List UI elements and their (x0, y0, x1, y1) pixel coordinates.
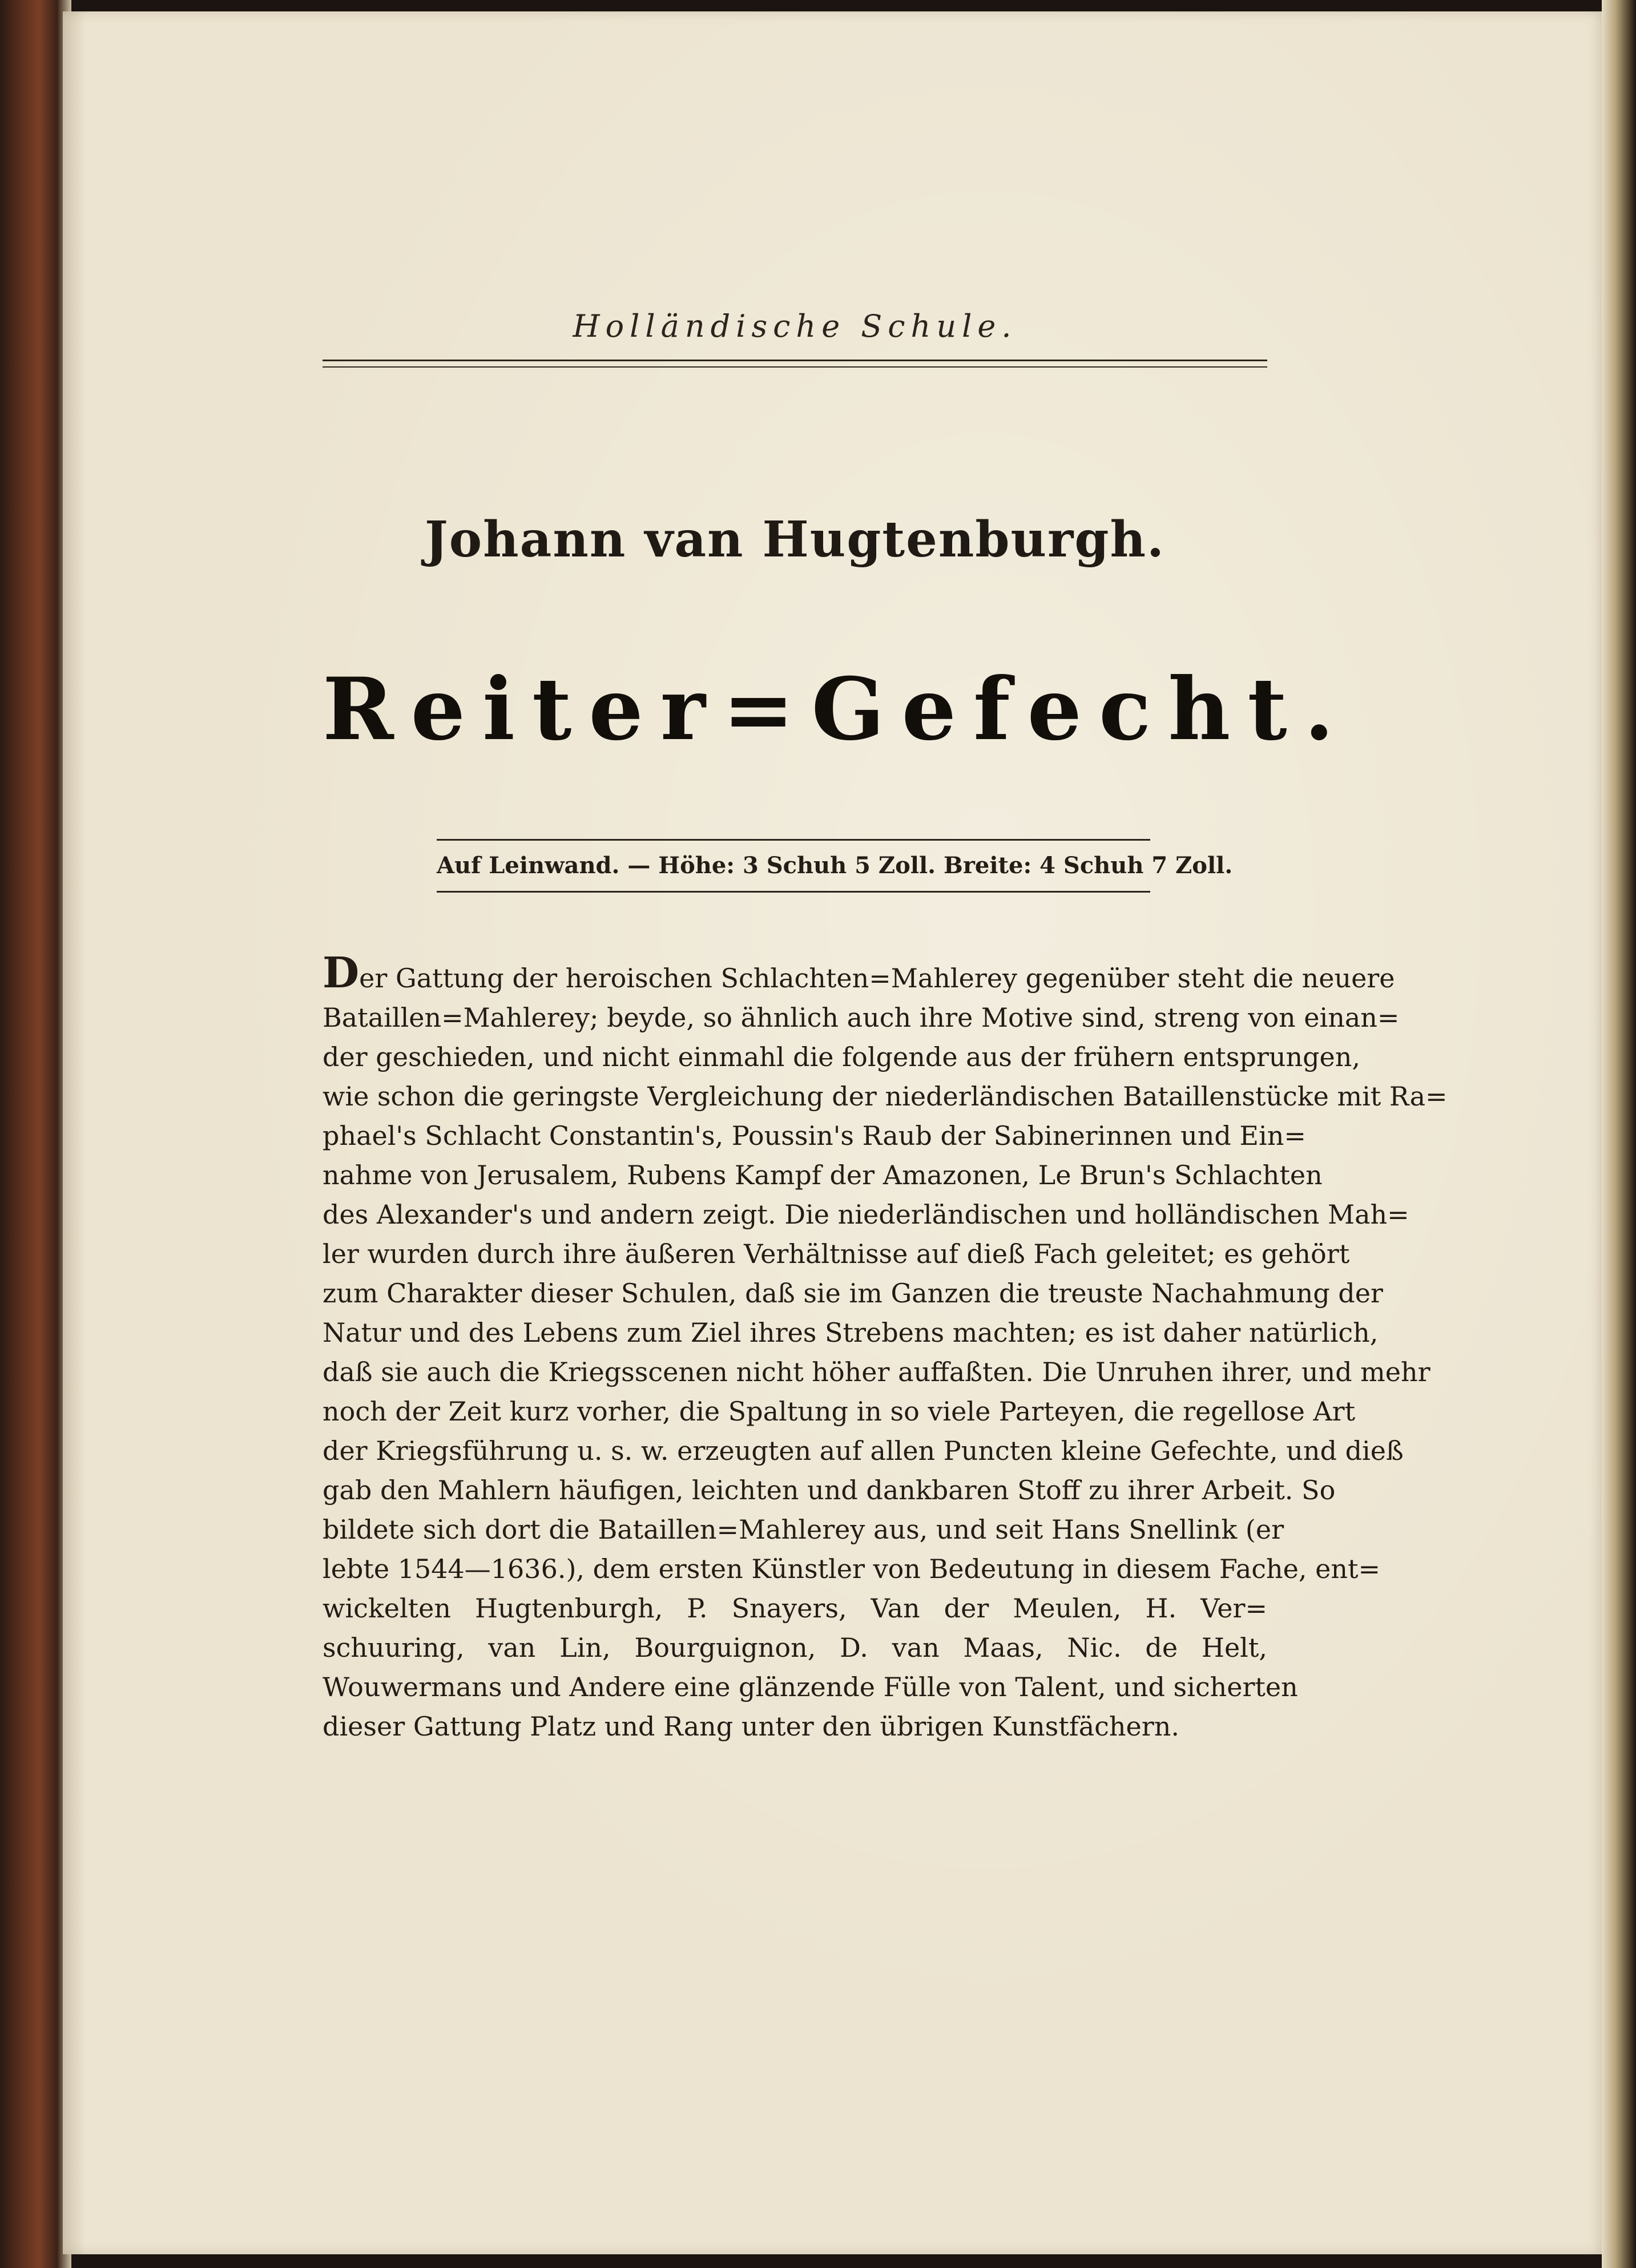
painting-title: Reiter=Gefecht. (323, 659, 1351, 760)
body-line: Natur und des Lebens zum Ziel ihres Strebens machten; es ist daher natürlich, (323, 1317, 1379, 1348)
body-line: Wouwermans und Andere eine glänzende Fülle von Talent, und sicherten (323, 1672, 1298, 1702)
book-spine (0, 0, 71, 2268)
artist-name: Johann van Hugtenburgh. (425, 511, 1165, 568)
body-line: lebte 1544—1636.), dem ersten Künstler von Bedeutung in diesem Fache, ent= (323, 1553, 1381, 1584)
running-header: Holländische Schule. (573, 308, 1017, 344)
body-line: des Alexander's und andern zeigt. Die niederländischen und holländischen Mah= (323, 1199, 1409, 1230)
body-line: ler wurden durch ihre äußeren Verhältnisse auf dieß Fach geleitet; es gehört (323, 1238, 1350, 1269)
initial-letter: D (323, 949, 360, 998)
body-line: Bataillen=Mahlerey; beyde, so ähnlich auch ihre Motive sind, streng von einan= (323, 1002, 1400, 1033)
header-rule-bottom (323, 366, 1267, 368)
body-line-last: dieser Gattung Platz und Rang unter den übrigen Kunstfächern. (323, 1711, 1180, 1742)
body-line: der geschieden, und nicht einmahl die folgende aus der frühern entsprungen, (323, 1042, 1360, 1072)
body-line-1-rest: er Gattung der heroischen Schlachten=Mahlerey gegenüber steht die neuere (359, 963, 1395, 994)
body-text (323, 949, 1448, 1746)
body-line: gab den Mahlern häufigen, leichten und dankbaren Stoff zu ihrer Arbeit. So (323, 1475, 1336, 1506)
body-line: wie schon die geringste Vergleichung der niederländischen Bataillenstücke mit Ra= (323, 1081, 1448, 1112)
body-line: noch der Zeit kurz vorher, die Spaltung in so viele Parteyen, die regellose Art (323, 1396, 1356, 1427)
body-line: bildete sich dort die Bataillen=Mahlerey aus, und seit Hans Snellink (er (323, 1514, 1284, 1545)
body-line: der Kriegsführung u. s. w. erzeugten auf allen Puncten kleine Gefechte, und dieß (323, 1435, 1404, 1466)
body-line: zum Charakter dieser Schulen, daß sie im Ganzen die treuste Nachahmung der (323, 1278, 1383, 1309)
body-line-1 (323, 949, 1395, 998)
body-line: schuuring, van Lin, Bourguignon, D. van Maas, Nic. de Helt, (323, 1632, 1267, 1663)
header-rule-top (323, 360, 1267, 361)
body-line: daß sie auch die Kriegsscenen nicht höher auffaßten. Die Unruhen ihrer, und mehr (323, 1357, 1431, 1387)
dimensions-caption: Auf Leinwand. — Höhe: 3 Schuh 5 Zoll. Breite: 4 Schuh 7 Zoll. (437, 839, 1150, 893)
body-line: nahme von Jerusalem, Rubens Kampf der Amazonen, Le Brun's Schlachten (323, 1160, 1323, 1191)
page-edge (1602, 0, 1636, 2268)
body-line: phael's Schlacht Constantin's, Poussin's Raub der Sabinerinnen und Ein= (323, 1120, 1306, 1151)
body-line: wickelten Hugtenburgh, P. Snayers, Van der Meulen, H. Ver= (323, 1593, 1267, 1624)
